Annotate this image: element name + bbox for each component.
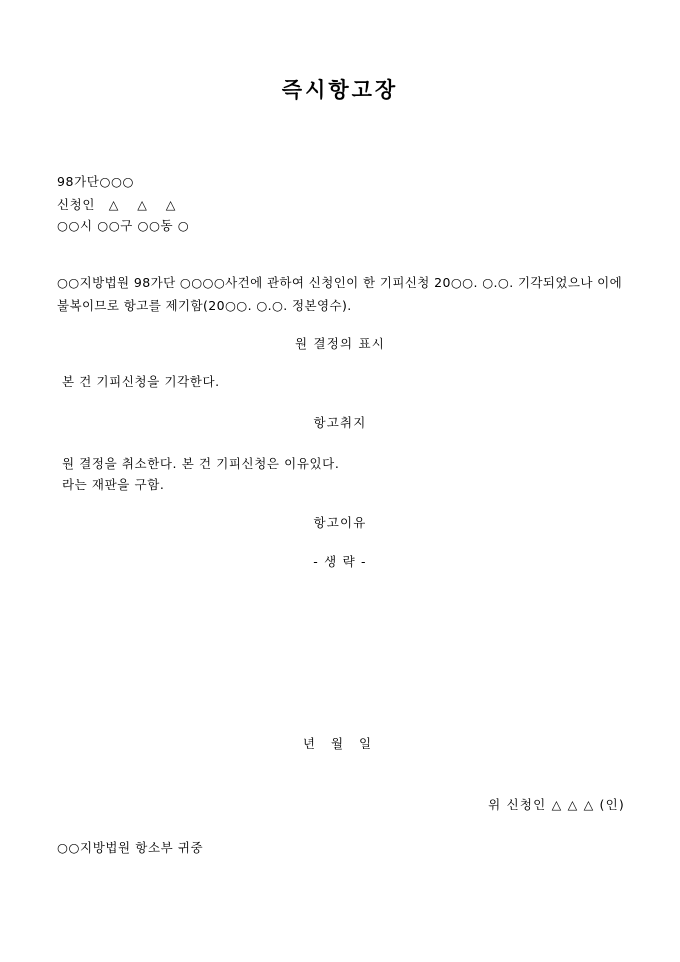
original-decision-text: 본 건 기피신청을 기각한다. bbox=[62, 374, 220, 389]
appeal-purpose-line-1: 원 결정을 취소한다. 본 건 기피신청은 이유있다. bbox=[62, 456, 340, 471]
section-heading-appeal-reason: 항고이유 bbox=[313, 515, 367, 530]
court-addressee: ○○지방법원 항소부 귀중 bbox=[57, 840, 204, 855]
page-title: 즉시항고장 bbox=[281, 77, 399, 102]
section-heading-appeal-purpose: 항고취지 bbox=[313, 415, 367, 430]
applicant-address: ○○시 ○○구 ○○동 ○ bbox=[57, 218, 190, 233]
signature-line: 위 신청인 △ △ △ (인) bbox=[488, 797, 625, 812]
case-number: 98가단○○○ bbox=[57, 174, 134, 189]
appeal-reason-omitted: - 생 략 - bbox=[313, 554, 367, 569]
appeal-purpose-line-2: 라는 재판을 구함. bbox=[62, 477, 165, 492]
body-paragraph: ○○지방법원 98가단 ○○○○사건에 관하여 신청인이 한 기피신청 20○○. ○.○. 기각되었으나 이에 불복이므로 항고를 제기함(20○○. ○.○. 정본영수). bbox=[57, 275, 623, 313]
section-heading-original-decision: 원 결정의 표시 bbox=[295, 336, 385, 351]
applicant-name: 신청인 △ △ △ bbox=[57, 197, 176, 212]
date-line: 년 월 일 bbox=[302, 736, 378, 751]
